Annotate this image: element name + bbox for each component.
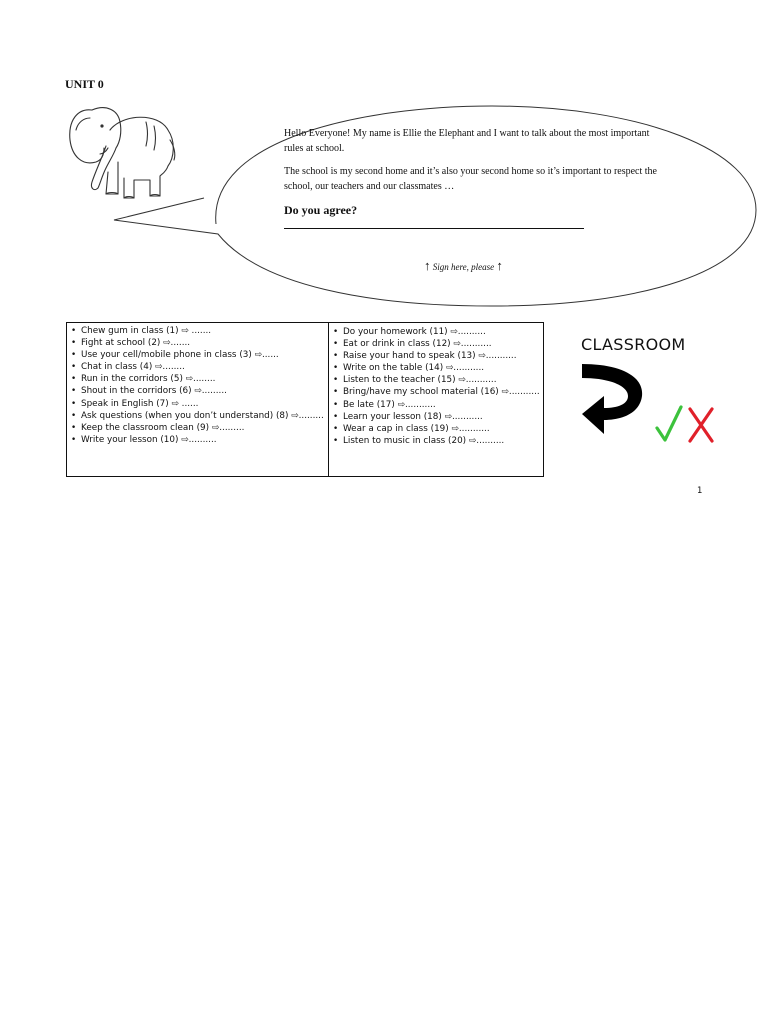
sign-prompt-text: Sign here, please bbox=[432, 262, 495, 272]
list-item: • Speak in English (7) ⇨ ...... bbox=[67, 398, 325, 410]
speech-bubble-text bbox=[284, 127, 664, 229]
list-item: • Use your cell/mobile phone in class (3) ⇨...... bbox=[67, 349, 325, 361]
curved-arrow-icon bbox=[580, 362, 646, 440]
list-item: • Eat or drink in class (12) ⇨........... bbox=[329, 338, 541, 350]
list-item: • Shout in the corridors (6) ⇨......... bbox=[67, 385, 325, 397]
page-number: 1 bbox=[697, 486, 703, 496]
list-item: • Run in the corridors (5) ⇨........ bbox=[67, 373, 325, 385]
up-arrow-icon: ↑ bbox=[496, 258, 503, 273]
list-item: • Keep the classroom clean (9) ⇨......... bbox=[67, 422, 325, 434]
list-item: • Raise your hand to speak (13) ⇨........... bbox=[329, 350, 541, 362]
signature-line bbox=[284, 228, 584, 229]
sign-prompt bbox=[424, 258, 503, 274]
list-item: • Chew gum in class (1) ⇨ ....... bbox=[67, 325, 325, 337]
list-item: • Learn your lesson (18) ⇨........... bbox=[329, 411, 541, 423]
cross-icon bbox=[687, 406, 715, 444]
rules-list-right bbox=[329, 326, 541, 447]
list-item: • Listen to the teacher (15) ⇨........... bbox=[329, 374, 541, 386]
list-item: • Fight at school (2) ⇨....... bbox=[67, 337, 325, 349]
list-item: • Bring/have my school material (16) ⇨........... bbox=[329, 386, 541, 398]
unit-title: UNIT 0 bbox=[65, 77, 104, 91]
rules-list-left bbox=[67, 325, 325, 446]
list-item: • Wear a cap in class (19) ⇨........... bbox=[329, 423, 541, 435]
list-item: • Write your lesson (10) ⇨.......... bbox=[67, 434, 325, 446]
list-item: • Listen to music in class (20) ⇨.......... bbox=[329, 435, 541, 447]
body-text: The school is my second home and it’s also your second home so it’s important to respect the school, our teachers and our classmates … bbox=[284, 166, 657, 192]
list-item: • Be late (17) ⇨........... bbox=[329, 399, 541, 411]
list-item: • Chat in class (4) ⇨........ bbox=[67, 361, 325, 373]
up-arrow-icon: ↑ bbox=[424, 258, 431, 273]
list-item: • Do your homework (11) ⇨.......... bbox=[329, 326, 541, 338]
list-item: • Write on the table (14) ⇨........... bbox=[329, 362, 541, 374]
question-text: Do you agree? bbox=[284, 203, 358, 217]
classroom-label: CLASSROOM bbox=[581, 335, 686, 354]
list-item: • Ask questions (when you don’t understand) (8) ⇨......... bbox=[67, 410, 325, 422]
intro-text: Hello Everyone! My name is Ellie the Elephant and I want to talk about the most important rules at school. bbox=[284, 128, 650, 154]
checkmark-icon bbox=[654, 404, 684, 444]
